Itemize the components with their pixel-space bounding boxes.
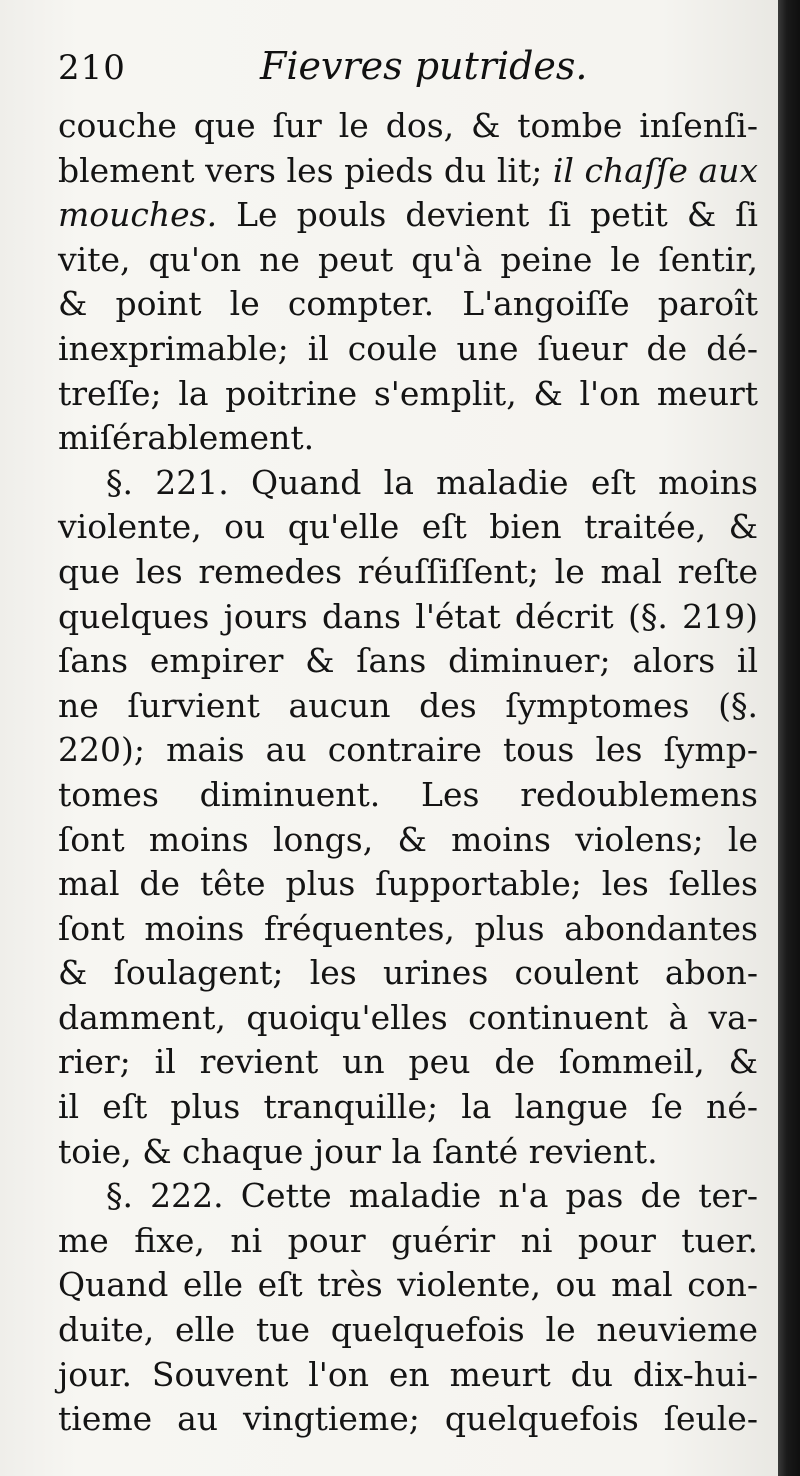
text-line (58, 327, 758, 372)
page-edge-shadow (778, 0, 800, 1476)
text-line (58, 1085, 758, 1130)
text-line (58, 818, 758, 863)
text-segment: il eſt plus tranquille; la langue ſe né- (58, 1087, 758, 1127)
text-segment: couche que ſur le dos, & tombe inſenſi- (58, 106, 758, 145)
text-segment: mal de tête plus ſupportable; les ſelles (58, 864, 758, 904)
text-segment: 220); mais au contraire tous les ſymp- (58, 730, 758, 770)
text-segment: inexprimable; il coule une ſueur de dé- (58, 328, 758, 368)
text-line (58, 728, 758, 773)
text-segment: ſans empirer & ſans diminuer; alors il (58, 641, 758, 681)
text-segment: quelques jours dans l'état décrit (§. 219) (58, 596, 758, 636)
text-line (58, 639, 758, 684)
page-header (58, 44, 738, 104)
text-line (58, 996, 758, 1041)
text-line (58, 505, 758, 550)
text-line (58, 416, 758, 461)
text-line (58, 149, 758, 194)
running-title: Fievres putrides. (260, 44, 588, 88)
text-line (58, 1308, 758, 1353)
text-line (58, 1219, 758, 1264)
text-line (58, 282, 758, 327)
text-segment: miſérablement. (58, 418, 315, 458)
text-line (58, 238, 758, 283)
text-segment: tomes diminuent. Les redoublemens (58, 774, 758, 814)
text-line (58, 684, 758, 729)
text-segment: toie, & chaque jour la ſanté revient. (58, 1131, 658, 1171)
text-segment: & point le compter. L'angoiſſe paroît (58, 284, 758, 324)
text-segment: Le pouls devient ſi petit & ſi (217, 195, 758, 235)
text-segment: ne ſurvient aucun des ſymptomes (§. (58, 685, 758, 725)
text-segment: damment, quoiqu'elles continuent à va- (58, 997, 758, 1037)
text-segment: que les remedes réuſſiſſent; le mal reſte (58, 551, 758, 591)
page-number: 210 (58, 48, 126, 88)
text-segment: treſſe; la poitrine s'emplit, & l'on meurt (58, 373, 758, 413)
text-line (58, 1040, 758, 1085)
text-segment: ſont moins fréquentes, plus abondantes (58, 908, 758, 948)
text-segment: Quand elle eſt très violente, ou mal con- (58, 1265, 758, 1305)
text-line (58, 550, 758, 595)
text-segment: §. 222. Cette maladie n'a pas de ter- (106, 1176, 758, 1216)
text-line (58, 1130, 758, 1175)
text-line (58, 1397, 758, 1442)
text-line (58, 193, 758, 238)
text-line (58, 1353, 758, 1398)
text-segment: & ſoulagent; les urines coulent abon- (58, 953, 758, 993)
text-line (58, 1174, 758, 1219)
text-line (58, 461, 758, 506)
text-line (58, 1263, 758, 1308)
text-segment: violente, ou qu'elle eſt bien traitée, & (58, 507, 758, 547)
text-line (58, 104, 758, 149)
text-segment: vite, qu'on ne peut qu'à peine le ſentir, (58, 239, 758, 279)
text-line (58, 773, 758, 818)
text-segment: blement vers les pieds du lit; (58, 150, 553, 190)
text-segment: §. 221. Quand la maladie eſt moins (106, 462, 758, 502)
text-line (58, 951, 758, 996)
text-line (58, 907, 758, 952)
italic-segment: mouches. (58, 195, 218, 235)
italic-segment: il chaſſe aux (552, 150, 758, 190)
text-segment: ſont moins longs, & moins violens; le (58, 819, 758, 859)
text-segment: jour. Souvent l'on en meurt du dix-hui- (58, 1354, 758, 1394)
text-segment: rier; il revient un peu de ſommeil, & (58, 1042, 758, 1082)
body-text (58, 104, 758, 1442)
text-segment: tieme au vingtieme; quelquefois ſeule- (58, 1399, 758, 1439)
text-segment: me fixe, ni pour guérir ni pour tuer. (58, 1220, 758, 1260)
text-line (58, 595, 758, 640)
text-line (58, 372, 758, 417)
text-line (58, 862, 758, 907)
text-segment: duite, elle tue quelquefois le neuvieme (58, 1310, 758, 1350)
